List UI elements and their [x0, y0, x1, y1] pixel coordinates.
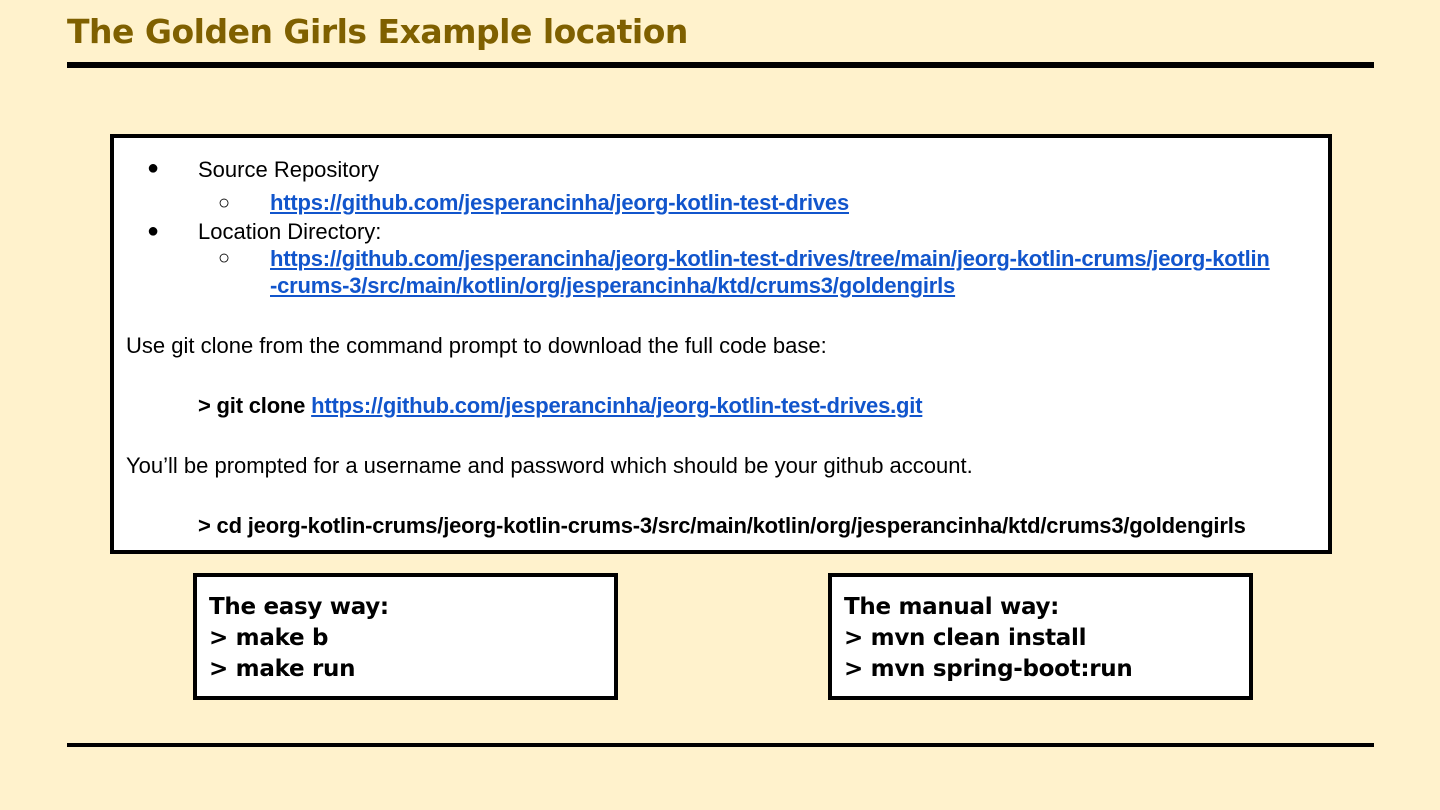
clone-instruction-text: Use git clone from the command prompt to download the full code base:	[126, 333, 827, 358]
cd-command: > cd jeorg-kotlin-crums/jeorg-kotlin-crums-3/src/main/kotlin/org/jesperancinha/ktd/crums3/goldengirls	[198, 513, 1246, 538]
bullet-filled-icon: ●	[147, 220, 160, 242]
manual-way-command-2: > mvn spring-boot:run	[844, 656, 1133, 682]
location-directory-link-line1[interactable]: https://github.com/jesperancinha/jeorg-kotlin-test-drives/tree/main/jeorg-kotlin-crums/jeorg-kotlin	[270, 246, 1270, 271]
manual-way-title: The manual way:	[844, 594, 1060, 620]
easy-way-command-1: > make b	[209, 625, 329, 651]
easy-way-command-2: > make run	[209, 656, 356, 682]
source-repo-link[interactable]: https://github.com/jesperancinha/jeorg-kotlin-test-drives	[270, 190, 850, 215]
git-clone-command	[198, 392, 922, 419]
easy-way-box	[193, 573, 618, 700]
location-info-box	[110, 134, 1332, 554]
credentials-note-text: You’ll be prompted for a username and password which should be your github account.	[126, 453, 973, 478]
git-clone-prefix: > git clone	[198, 393, 312, 418]
footer-divider	[67, 743, 1374, 747]
manual-way-command-1: > mvn clean install	[844, 625, 1087, 651]
title-underline-divider	[67, 62, 1374, 68]
location-directory-label: Location Directory:	[198, 219, 382, 244]
source-repo-label: Source Repository	[198, 157, 379, 182]
bullet-filled-icon: ●	[147, 157, 160, 179]
bullet-hollow-icon: ○	[218, 247, 231, 269]
manual-way-box	[828, 573, 1253, 700]
location-directory-link-line2[interactable]: -crums-3/src/main/kotlin/org/jesperancinha/ktd/crums3/goldengirls	[270, 273, 956, 298]
bullet-hollow-icon: ○	[218, 192, 231, 214]
page-title: The Golden Girls Example location	[67, 12, 688, 51]
git-clone-link[interactable]: https://github.com/jesperancinha/jeorg-kotlin-test-drives.git	[311, 393, 923, 418]
easy-way-title: The easy way:	[209, 594, 389, 620]
